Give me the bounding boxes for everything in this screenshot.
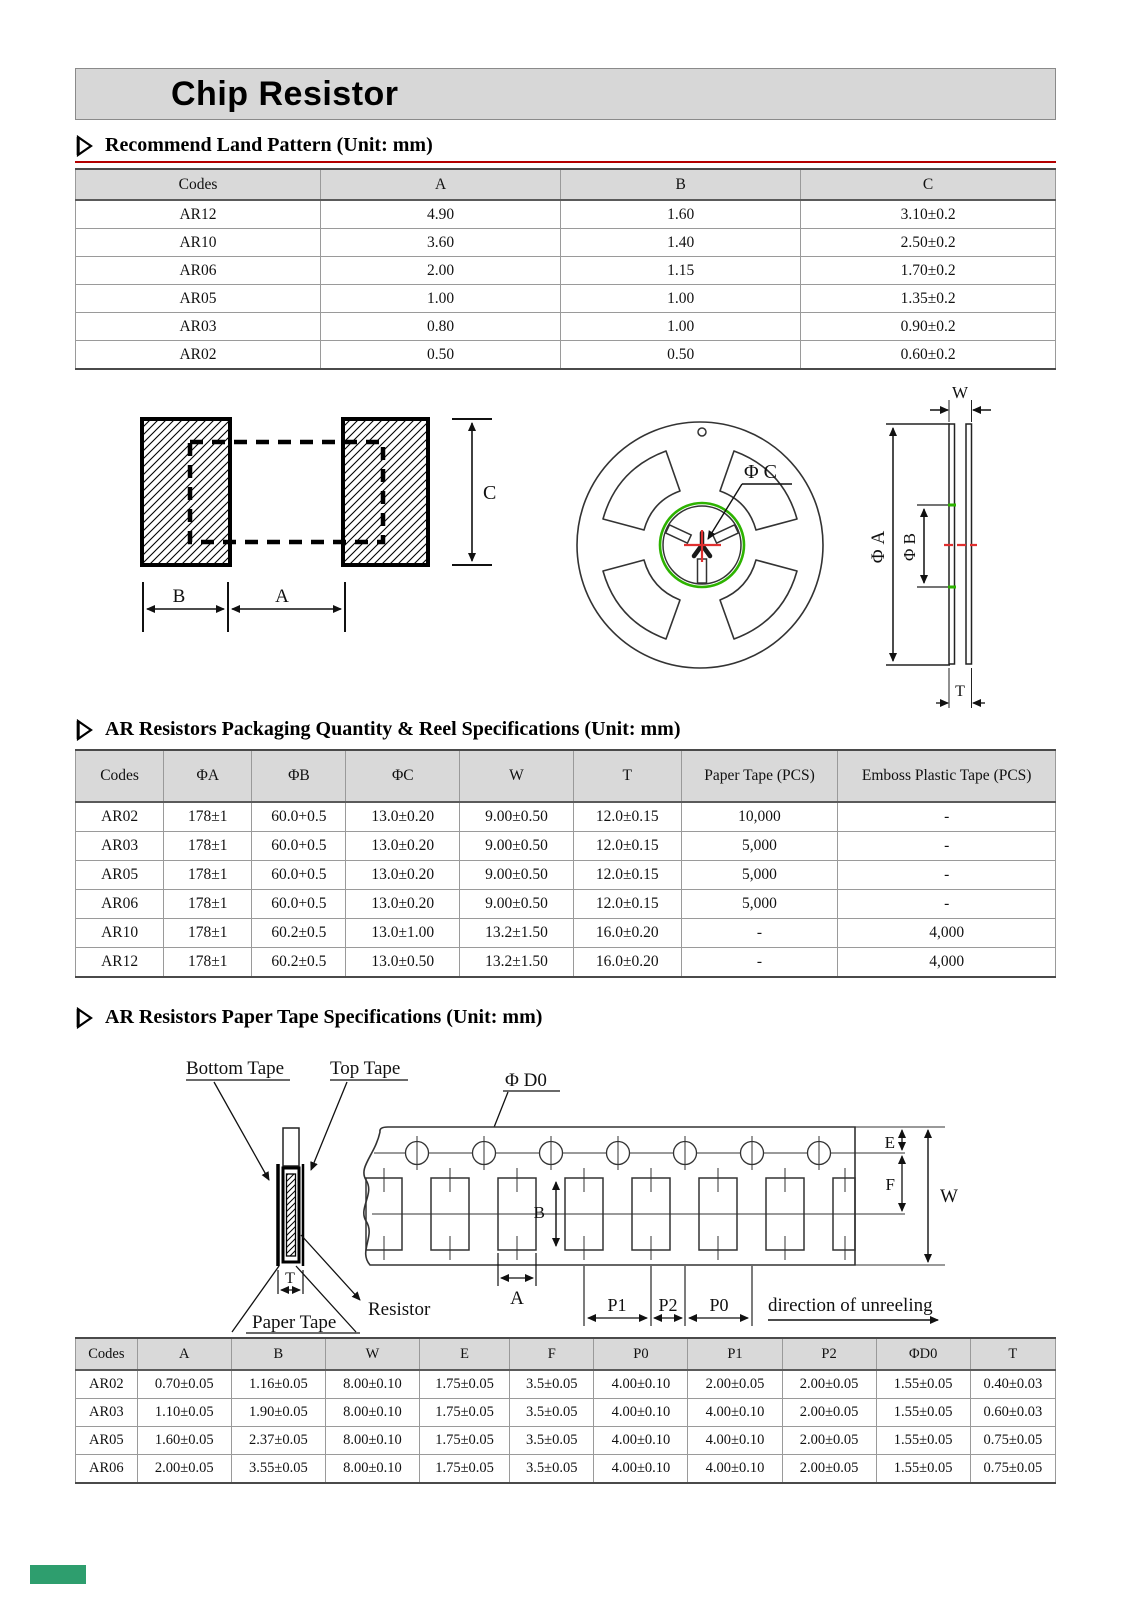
- table-cell: 5,000: [681, 890, 838, 919]
- table-row: [76, 341, 1056, 370]
- table-cell: 1.00: [561, 285, 801, 313]
- table-cell: 0.70±0.05: [137, 1370, 231, 1399]
- table-row: [76, 313, 1056, 341]
- table-cell: 60.0+0.5: [252, 890, 346, 919]
- tape-t-label: T: [285, 1270, 295, 1287]
- hub-diameter-label: Φ C: [744, 461, 777, 483]
- column-header: Paper Tape (PCS): [681, 750, 838, 802]
- table-cell: 3.5±0.05: [510, 1399, 594, 1427]
- table-cell: 1.55±0.05: [876, 1370, 970, 1399]
- land-pattern-table: [75, 168, 1056, 370]
- column-header: Codes: [76, 169, 321, 200]
- paper-tape-label: Paper Tape: [252, 1312, 337, 1333]
- column-header: A: [137, 1338, 231, 1370]
- table-cell: 13.0±0.20: [346, 890, 460, 919]
- table-cell: AR12: [76, 200, 321, 229]
- table-cell: 1.55±0.05: [876, 1455, 970, 1484]
- column-header: Codes: [76, 750, 164, 802]
- table-cell: 4.90: [321, 200, 561, 229]
- table-row: [76, 200, 1056, 229]
- table-cell: 1.75±0.05: [419, 1455, 509, 1484]
- table-cell: 5,000: [681, 832, 838, 861]
- table-cell: 4.00±0.10: [594, 1455, 688, 1484]
- table-cell: 1.90±0.05: [231, 1399, 325, 1427]
- tape-strip: [364, 1127, 958, 1326]
- column-header: W: [460, 750, 574, 802]
- tape-p0-label: P0: [709, 1295, 729, 1315]
- table-cell: 4.00±0.10: [594, 1427, 688, 1455]
- table-cell: AR02: [76, 341, 321, 370]
- table-cell: 1.00: [561, 313, 801, 341]
- tape-e-label: E: [884, 1133, 895, 1152]
- table-cell: 13.0±0.50: [346, 948, 460, 978]
- table-cell: 0.75±0.05: [970, 1455, 1055, 1484]
- table-cell: 4,000: [838, 919, 1056, 948]
- dim-b-label: B: [172, 586, 186, 607]
- dim-a-label: A: [275, 586, 289, 607]
- table-cell: 1.75±0.05: [419, 1370, 509, 1399]
- table-cell: -: [838, 890, 1056, 919]
- side-w-label: W: [951, 383, 969, 402]
- table-cell: 12.0±0.15: [573, 832, 681, 861]
- table-cell: 12.0±0.15: [573, 802, 681, 832]
- section-arrow-icon: [75, 719, 93, 741]
- table-cell: 2.37±0.05: [231, 1427, 325, 1455]
- table-cell: 3.55±0.05: [231, 1455, 325, 1484]
- table-cell: AR02: [76, 802, 164, 832]
- table-cell: 0.60±0.2: [801, 341, 1056, 370]
- table-cell: 2.00±0.05: [782, 1455, 876, 1484]
- column-header: ΦA: [164, 750, 252, 802]
- table-cell: AR06: [76, 890, 164, 919]
- tape-f-label: F: [885, 1175, 895, 1194]
- table-cell: -: [838, 832, 1056, 861]
- table-row: [76, 229, 1056, 257]
- bottom-tape-label: Bottom Tape: [186, 1058, 285, 1079]
- table-cell: AR03: [76, 1399, 138, 1427]
- paper-tape-diagram: [75, 1055, 1056, 1335]
- column-header: Codes: [76, 1338, 138, 1370]
- column-header: ΦC: [346, 750, 460, 802]
- table-cell: 178±1: [164, 919, 252, 948]
- table-row: [76, 1399, 1056, 1427]
- table-cell: 1.55±0.05: [876, 1427, 970, 1455]
- dim-c-label: C: [483, 482, 497, 504]
- table-cell: 1.15: [561, 257, 801, 285]
- table-cell: 13.0±0.20: [346, 832, 460, 861]
- top-tape-label: Top Tape: [330, 1058, 401, 1079]
- table-cell: 0.90±0.2: [801, 313, 1056, 341]
- table-cell: AR02: [76, 1370, 138, 1399]
- tape-b-label: B: [533, 1203, 545, 1222]
- section-header-paper-tape: [75, 1006, 1056, 1029]
- table-row: [76, 919, 1056, 948]
- packaging-table: [75, 749, 1056, 978]
- table-cell: AR03: [76, 832, 164, 861]
- reel-front-diagram: [577, 422, 823, 668]
- table-cell: 3.60: [321, 229, 561, 257]
- table-cell: 2.00±0.05: [782, 1427, 876, 1455]
- page-content: [75, 0, 1056, 1484]
- table-cell: 3.5±0.05: [510, 1370, 594, 1399]
- table-row: [76, 832, 1056, 861]
- table-cell: 1.00: [321, 285, 561, 313]
- table-cell: 1.75±0.05: [419, 1399, 509, 1427]
- table-row: [76, 890, 1056, 919]
- table-cell: 1.10±0.05: [137, 1399, 231, 1427]
- table-row: [76, 861, 1056, 890]
- resistor-label: Resistor: [368, 1299, 431, 1320]
- table-cell: 4,000: [838, 948, 1056, 978]
- table-cell: 178±1: [164, 832, 252, 861]
- table-cell: 10,000: [681, 802, 838, 832]
- table-cell: 16.0±0.20: [573, 919, 681, 948]
- column-header: E: [419, 1338, 509, 1370]
- table-cell: AR12: [76, 948, 164, 978]
- table-cell: 0.50: [321, 341, 561, 370]
- column-header: P1: [688, 1338, 782, 1370]
- tape-a-label: A: [510, 1288, 524, 1309]
- table-cell: 13.0±0.20: [346, 861, 460, 890]
- table-cell: 4.00±0.10: [594, 1399, 688, 1427]
- direction-of-unreeling-label: direction of unreeling: [768, 1295, 933, 1316]
- table-cell: 2.00±0.05: [137, 1455, 231, 1484]
- section-title: AR Resistors Paper Tape Specifications (Unit: mm): [105, 1006, 543, 1028]
- table-row: [76, 257, 1056, 285]
- table-cell: 12.0±0.15: [573, 890, 681, 919]
- table-cell: 178±1: [164, 802, 252, 832]
- section-title: AR Resistors Packaging Quantity & Reel Specifications (Unit: mm): [105, 718, 681, 740]
- page-title: Chip Resistor: [171, 74, 399, 113]
- table-cell: 2.00: [321, 257, 561, 285]
- header-row: [76, 169, 1056, 200]
- table-cell: 13.0±0.20: [346, 802, 460, 832]
- table-cell: 3.10±0.2: [801, 200, 1056, 229]
- header-row: [76, 1338, 1056, 1370]
- paper-tape-table: [75, 1337, 1056, 1484]
- tape-p1-label: P1: [607, 1295, 627, 1315]
- table-cell: 1.40: [561, 229, 801, 257]
- table-cell: 60.2±0.5: [252, 919, 346, 948]
- table-cell: 4.00±0.10: [688, 1455, 782, 1484]
- table-cell: 60.2±0.5: [252, 948, 346, 978]
- column-header: W: [325, 1338, 419, 1370]
- table-cell: 9.00±0.50: [460, 861, 574, 890]
- section-arrow-icon: [75, 1007, 93, 1029]
- column-header: ΦB: [252, 750, 346, 802]
- table-cell: 4.00±0.10: [688, 1399, 782, 1427]
- table-cell: 2.00±0.05: [782, 1399, 876, 1427]
- table-cell: 178±1: [164, 890, 252, 919]
- column-header: Emboss Plastic Tape (PCS): [838, 750, 1056, 802]
- table-cell: 1.60: [561, 200, 801, 229]
- red-rule: [75, 161, 1056, 163]
- column-header: ΦD0: [876, 1338, 970, 1370]
- table-cell: 9.00±0.50: [460, 802, 574, 832]
- table-cell: 8.00±0.10: [325, 1427, 419, 1455]
- column-header: T: [970, 1338, 1055, 1370]
- table-cell: 0.75±0.05: [970, 1427, 1055, 1455]
- table-cell: 1.75±0.05: [419, 1427, 509, 1455]
- table-cell: AR05: [76, 861, 164, 890]
- table-cell: 8.00±0.10: [325, 1370, 419, 1399]
- table-cell: 13.0±1.00: [346, 919, 460, 948]
- table-cell: 3.5±0.05: [510, 1455, 594, 1484]
- column-header: B: [231, 1338, 325, 1370]
- table-row: [76, 948, 1056, 978]
- table-cell: 1.60±0.05: [137, 1427, 231, 1455]
- table-cell: AR05: [76, 1427, 138, 1455]
- table-cell: 9.00±0.50: [460, 890, 574, 919]
- section-header-land-pattern: [75, 134, 1056, 157]
- table-cell: 13.2±1.50: [460, 919, 574, 948]
- phi-d0-label: Φ D0: [505, 1070, 547, 1091]
- table-cell: -: [681, 948, 838, 978]
- table-cell: 13.2±1.50: [460, 948, 574, 978]
- table-cell: 0.80: [321, 313, 561, 341]
- table-cell: -: [838, 802, 1056, 832]
- table-cell: 9.00±0.50: [460, 832, 574, 861]
- section-arrow-icon: [75, 135, 93, 157]
- tape-w-label: W: [940, 1186, 958, 1207]
- footer-logo-bar: [30, 1565, 86, 1584]
- table-cell: AR06: [76, 257, 321, 285]
- column-header: F: [510, 1338, 594, 1370]
- table-cell: -: [838, 861, 1056, 890]
- title-banner: [75, 68, 1056, 120]
- table-cell: 5,000: [681, 861, 838, 890]
- table-cell: 0.50: [561, 341, 801, 370]
- table-row: [76, 1370, 1056, 1399]
- table-row: [76, 1455, 1056, 1484]
- table-cell: 60.0+0.5: [252, 802, 346, 832]
- column-header: P2: [782, 1338, 876, 1370]
- table-cell: 1.70±0.2: [801, 257, 1056, 285]
- table-cell: 16.0±0.20: [573, 948, 681, 978]
- column-header: B: [561, 169, 801, 200]
- table-row: [76, 802, 1056, 832]
- table-cell: -: [681, 919, 838, 948]
- column-header: P0: [594, 1338, 688, 1370]
- table-row: [76, 1427, 1056, 1455]
- table-cell: 2.50±0.2: [801, 229, 1056, 257]
- table-cell: 4.00±0.10: [594, 1370, 688, 1399]
- tape-p2-label: P2: [658, 1295, 678, 1315]
- table-cell: 1.16±0.05: [231, 1370, 325, 1399]
- table-cell: AR10: [76, 919, 164, 948]
- table-cell: AR06: [76, 1455, 138, 1484]
- column-header: C: [801, 169, 1056, 200]
- land-pattern-diagram: [142, 419, 496, 632]
- side-phi-b-label: Φ B: [900, 532, 919, 562]
- reel-side-diagram: [868, 383, 991, 708]
- table-cell: 2.00±0.05: [688, 1370, 782, 1399]
- table-cell: 178±1: [164, 861, 252, 890]
- dimension-diagrams: [75, 380, 1056, 712]
- table-cell: 60.0+0.5: [252, 832, 346, 861]
- section-title: Recommend Land Pattern (Unit: mm): [105, 134, 433, 156]
- table-cell: 8.00±0.10: [325, 1455, 419, 1484]
- side-t-label: T: [955, 683, 965, 700]
- table-cell: 178±1: [164, 948, 252, 978]
- column-header: T: [573, 750, 681, 802]
- table-cell: 0.40±0.03: [970, 1370, 1055, 1399]
- table-cell: 1.55±0.05: [876, 1399, 970, 1427]
- table-row: [76, 285, 1056, 313]
- table-cell: 2.00±0.05: [782, 1370, 876, 1399]
- table-cell: 60.0+0.5: [252, 861, 346, 890]
- table-cell: 3.5±0.05: [510, 1427, 594, 1455]
- table-cell: 0.60±0.03: [970, 1399, 1055, 1427]
- table-cell: AR03: [76, 313, 321, 341]
- table-cell: 4.00±0.10: [688, 1427, 782, 1455]
- side-phi-a-label: Φ A: [868, 530, 889, 564]
- table-cell: 1.35±0.2: [801, 285, 1056, 313]
- table-cell: 12.0±0.15: [573, 861, 681, 890]
- table-cell: AR05: [76, 285, 321, 313]
- table-cell: 8.00±0.10: [325, 1399, 419, 1427]
- section-header-packaging: [75, 718, 1056, 741]
- header-row: [76, 750, 1056, 802]
- column-header: A: [321, 169, 561, 200]
- table-cell: AR10: [76, 229, 321, 257]
